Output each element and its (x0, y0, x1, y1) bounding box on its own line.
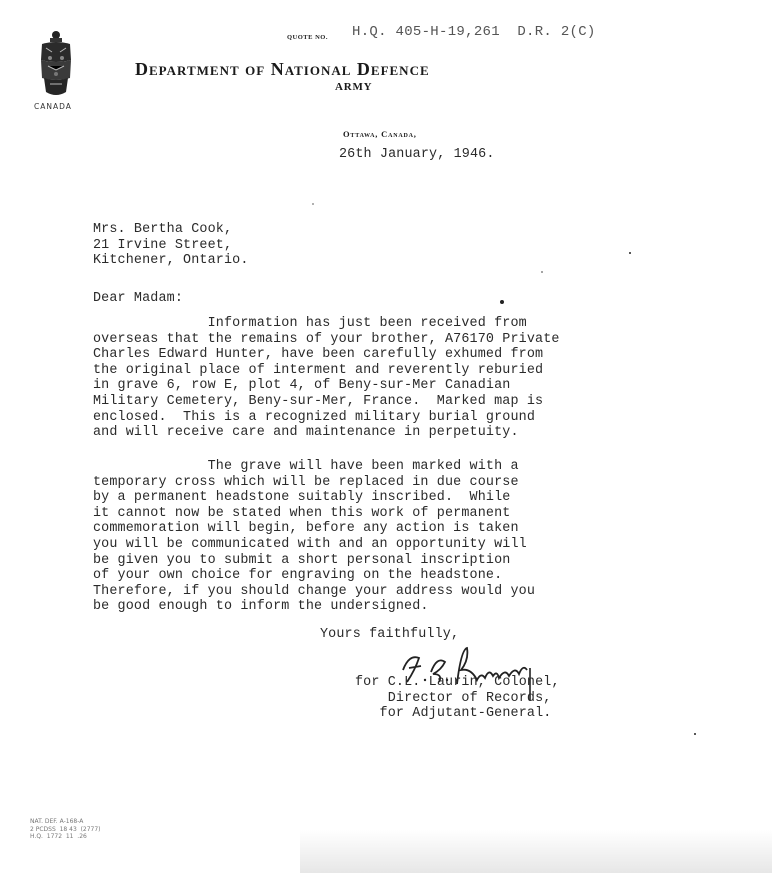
print-line: H.Q. 1772 11 .26 (30, 833, 87, 840)
salutation: Dear Madam: (93, 291, 184, 306)
form-number (30, 818, 101, 841)
body-line: Military Cemetery, Beny-sur-Mer, France. Marked map is (93, 393, 544, 409)
body-line: of your own choice for engraving on the headstone. (93, 568, 503, 584)
quote-number-label: QUOTE NO. (287, 34, 328, 41)
body-line: enclosed. This is a recognized military burial ground (93, 409, 536, 425)
body-line: be good enough to inform the undersigned. (93, 599, 429, 615)
body-paragraph-1 (93, 316, 560, 441)
signature-block (355, 675, 560, 722)
branch-title: ARMY (335, 81, 373, 93)
body-line: in grave 6, row E, plot 4, of Beny-sur-Mer Canadian (93, 378, 511, 394)
crest-label: CANADA (34, 102, 72, 111)
signatory-line: for Adjutant-General. (355, 706, 552, 722)
address-line: 21 Irvine Street, (93, 237, 233, 253)
recipient-address (93, 222, 249, 269)
print-line: 2 PCDSS 18 43 (2777) (30, 825, 101, 833)
body-line: by a permanent headstone suitably inscribed. While (93, 490, 511, 506)
ink-speck (629, 252, 631, 254)
ink-speck (500, 300, 504, 304)
body-line: and will receive care and maintenance in perpetuity. (93, 425, 519, 441)
department-title: Department of National Defence (135, 59, 430, 79)
body-line: temporary cross which will be replaced in due course (93, 474, 519, 490)
body-line: it cannot now be stated when this work of permanent (93, 505, 511, 521)
ink-speck (541, 271, 543, 273)
body-line: you will be communicated with and an opportunity will (93, 536, 527, 552)
letter-date: 26th January, 1946. (339, 147, 495, 162)
signatory-line: for C.L. Laurin, Colonel, (355, 675, 560, 690)
body-line: the original place of interment and reverently reburied (93, 362, 544, 378)
body-line: be given you to submit a short personal inscription (93, 552, 511, 568)
form-id: NAT. DEF. A-168-A (30, 818, 84, 825)
ink-speck (694, 733, 696, 735)
body-line: Charles Edward Hunter, have been carefully exhumed from (93, 347, 544, 363)
page-shadow (300, 830, 772, 873)
body-line: Therefore, if you should change your address would you (93, 583, 536, 599)
body-line: Information has just been received from (93, 316, 527, 331)
signatory-line: Director of Records, (355, 690, 552, 706)
address-line: Mrs. Bertha Cook, (93, 222, 233, 237)
quote-number: H.Q. 405-H-19,261 D.R. 2(C) (352, 24, 596, 40)
ink-speck (312, 203, 314, 205)
body-paragraph-2 (93, 459, 535, 615)
letter-place: Ottawa, Canada, (343, 129, 417, 139)
address-line: Kitchener, Ontario. (93, 253, 249, 269)
body-line: commemoration will begin, before any action is taken (93, 521, 519, 537)
body-line: The grave will have been marked with a (93, 459, 519, 474)
canada-coat-of-arms-icon (38, 30, 74, 100)
body-line: overseas that the remains of your brother, A76170 Private (93, 331, 560, 347)
closing: Yours faithfully, (320, 627, 460, 642)
